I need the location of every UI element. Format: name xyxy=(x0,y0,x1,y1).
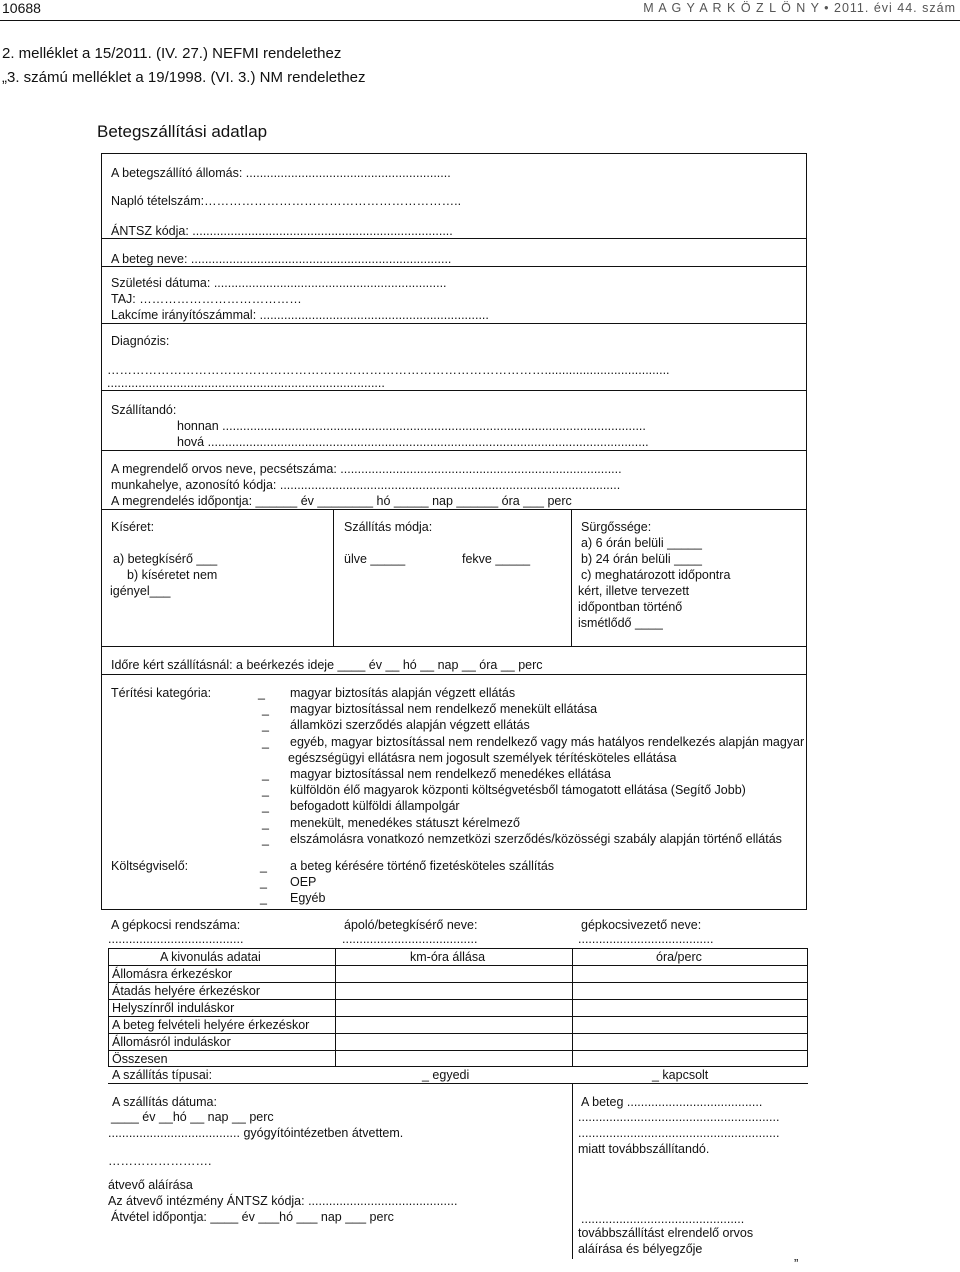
table-row-label: Állomásról induláskor xyxy=(112,1035,231,1049)
table-row-divider xyxy=(108,1016,808,1017)
receiver-antsz-field[interactable]: Az átvevő intézmény ÁNTSZ kódja: ........................................... xyxy=(108,1194,458,1208)
workplace-field[interactable]: munkahelye, azonosító kódja: .................................................................................................. xyxy=(111,478,621,492)
column-divider xyxy=(572,1083,573,1259)
annex-line-1: 2. melléklet a 15/2011. (IV. 27.) NEFMI rendelethez xyxy=(2,45,342,62)
transport-date-label: A szállítás dátuma: xyxy=(112,1095,217,1109)
escort-option-b[interactable]: b) kíséretet nem xyxy=(127,568,218,582)
forward-patient-field[interactable]: A beteg ....................................... xyxy=(581,1095,763,1109)
nurse-name-label: ápoló/betegkísérő neve: xyxy=(344,918,478,932)
signature-dots[interactable]: ……………………. xyxy=(108,1154,212,1168)
transport-type-linked[interactable]: _ kapcsolt xyxy=(652,1068,709,1082)
to-field[interactable]: hová ............................................................................................................................... xyxy=(177,435,649,449)
divider xyxy=(101,674,807,675)
transport-label: Szállítandó: xyxy=(111,403,177,417)
transport-type-single[interactable]: _ egyedi xyxy=(422,1068,470,1082)
column-divider xyxy=(333,509,334,646)
fee-category-item: egészségügyi ellátásra nem jogosult személyek térítésköteles ellátása xyxy=(288,751,677,765)
table-row-label: Átadás helyére érkezéskor xyxy=(112,984,260,998)
form-title: Betegszállítási adatlap xyxy=(97,122,268,141)
table-row-label: Összesen xyxy=(112,1052,168,1066)
fee-category-label: Térítési kategória: xyxy=(111,686,212,700)
taj-field[interactable]: TAJ: ………………………………… xyxy=(111,292,302,306)
fee-category-item: magyar biztosítással nem rendelkező menekült ellátása xyxy=(290,702,598,716)
escort-option-b-cont[interactable]: igényel___ xyxy=(110,584,171,598)
table-row-divider xyxy=(108,1033,808,1034)
urgency-title: Sürgőssége: xyxy=(581,520,652,534)
received-at-field[interactable]: ...................................... gyógyítóintézetben átvettem. xyxy=(108,1126,404,1140)
table-row-divider xyxy=(108,965,808,966)
urgency-c-line4[interactable]: ismétlődő ____ xyxy=(578,616,663,630)
annex-line-2: „3. számú melléklet a 19/1998. (VI. 3.) NM rendelethez xyxy=(2,69,366,86)
ordering-doctor-label-1: továbbszállítást elrendelő orvos xyxy=(578,1226,754,1240)
divider xyxy=(101,266,807,267)
fee-category-checkbox[interactable]: _ xyxy=(262,767,269,781)
forward-reason-label: miatt továbbszállítandó. xyxy=(578,1142,710,1156)
patient-name-field[interactable]: A beteg neve: ........................................................................... xyxy=(111,252,452,266)
table-row-divider xyxy=(108,982,808,983)
fee-category-item: magyar biztosítás alapján végzett ellátás xyxy=(290,686,516,700)
urgency-c[interactable]: c) meghatározott időpontra xyxy=(581,568,731,582)
cost-bearer-item: OEP xyxy=(290,875,317,889)
order-time-field[interactable]: A megrendelés időpontja: ______ év ________ hó _____ nap ______ óra ___ perc xyxy=(111,494,572,508)
vehicle-plate-field[interactable]: ....................................... xyxy=(108,932,244,946)
doctor-signature-dots[interactable]: ............................................... xyxy=(581,1212,745,1226)
diagnosis-label: Diagnózis: xyxy=(111,334,170,348)
ordering-doctor-field[interactable]: A megrendelő orvos neve, pecsétszáma: ................................................................................. xyxy=(111,462,622,476)
nurse-name-field[interactable]: ....................................... xyxy=(342,932,478,946)
cost-bearer-checkbox[interactable]: _ xyxy=(260,891,267,905)
escort-option-a[interactable]: a) betegkísérő ___ xyxy=(113,552,218,566)
fee-category-item: befogadott külföldi állampolgár xyxy=(290,799,460,813)
fee-category-checkbox[interactable]: _ xyxy=(262,718,269,732)
fee-category-checkbox[interactable]: _ xyxy=(262,832,269,846)
vehicle-plate-label: A gépkocsi rendszáma: xyxy=(111,918,241,932)
driver-name-field[interactable]: ....................................... xyxy=(578,932,714,946)
table-row-divider xyxy=(108,999,808,1000)
receipt-time-field[interactable]: Átvétel időpontja: ____ év ___hó ___ nap ___ perc xyxy=(111,1210,394,1224)
table-row-label: Állomásra érkezéskor xyxy=(112,967,233,981)
divider xyxy=(101,646,807,647)
receiver-signature-label: átvevő aláírása xyxy=(108,1178,193,1192)
cost-bearer-item: Egyéb xyxy=(290,891,326,905)
transport-date-field[interactable]: ____ év __hó __ nap __ perc xyxy=(111,1110,274,1124)
urgency-b[interactable]: b) 24 órán belüli ____ xyxy=(581,552,702,566)
fee-category-checkbox[interactable]: _ xyxy=(262,702,269,716)
mode-sitting[interactable]: ülve _____ xyxy=(344,552,406,566)
divider xyxy=(101,238,807,239)
fee-category-checkbox[interactable]: _ xyxy=(258,686,265,700)
table-row-divider xyxy=(108,1050,808,1051)
fee-category-checkbox[interactable]: _ xyxy=(262,816,269,830)
from-field[interactable]: honnan .......................................................................................................................... xyxy=(177,419,646,433)
column-divider xyxy=(571,509,572,646)
driver-name-label: gépkocsivezető neve: xyxy=(581,918,702,932)
fee-category-item: elszámolásra vonatkozó nemzetközi szerződés/közösségi szabály alapján történő ellátás xyxy=(290,832,782,846)
cost-bearer-checkbox[interactable]: _ xyxy=(260,859,267,873)
log-number-field[interactable]: Napló tételszám:…………………………………………………….. xyxy=(111,194,462,208)
mode-lying[interactable]: fekve _____ xyxy=(462,552,531,566)
forward-dots-2[interactable]: .......................................................... xyxy=(578,1126,780,1140)
fee-category-item: külföldön élő magyarok központi költségvetésből támogatott ellátása (Segítő Jobb) xyxy=(290,783,746,797)
mode-title: Szállítás módja: xyxy=(344,520,433,534)
transport-type-label: A szállítás típusai: xyxy=(112,1068,213,1082)
cost-bearer-checkbox[interactable]: _ xyxy=(260,875,267,889)
antsz-code-field[interactable]: ÁNTSZ kódja: ........................................................................... xyxy=(111,224,453,238)
table-header-cell: óra/perc xyxy=(656,950,702,964)
diagnosis-line-2[interactable]: ................................................................................ xyxy=(107,376,385,390)
urgency-a[interactable]: a) 6 órán belüli _____ xyxy=(581,536,702,550)
divider xyxy=(101,509,807,510)
fee-category-checkbox[interactable]: _ xyxy=(262,783,269,797)
divider xyxy=(101,909,807,910)
page-number: 10688 xyxy=(2,0,41,16)
escort-title: Kíséret: xyxy=(111,520,155,534)
cost-bearer-item: a beteg kérésére történő fizetésköteles szállítás xyxy=(290,859,555,873)
diagnosis-line-1[interactable]: …………………………………………………………………………………………….................................... xyxy=(107,363,670,377)
table-header-cell: km-óra állása xyxy=(410,950,486,964)
fee-category-checkbox[interactable]: _ xyxy=(262,735,269,749)
divider xyxy=(101,450,807,451)
fee-category-item: egyéb, magyar biztosítással nem rendelkező vagy más hatályos rendelkezés alapján magyar xyxy=(290,735,805,749)
table-row-label: Helyszínről induláskor xyxy=(112,1001,235,1015)
station-field[interactable]: A betegszállító állomás: ........................................................... xyxy=(111,166,451,180)
address-field[interactable]: Lakcíme irányítószámmal: .................................................................. xyxy=(111,308,489,322)
closing-quote: ” xyxy=(794,1256,799,1271)
timed-arrival-field[interactable]: Időre kért szállításnál: a beérkezés ideje ____ év __ hó __ nap __ óra __ perc xyxy=(111,658,543,672)
fee-category-item: államközi szerződés alapján végzett ellátás xyxy=(290,718,530,732)
forward-dots-1[interactable]: .......................................................... xyxy=(578,1110,780,1124)
divider xyxy=(108,1083,808,1084)
ordering-doctor-label-2: aláírása és bélyegzője xyxy=(578,1242,703,1256)
urgency-c-line3: időpontban történő xyxy=(578,600,683,614)
header-rule xyxy=(0,20,960,21)
cost-bearer-label: Költségviselő: xyxy=(111,859,189,873)
journal-header: M A G Y A R K Ö Z L Ö N Y • 2011. évi 44. szám xyxy=(643,1,956,15)
divider xyxy=(101,323,807,324)
table-row-label: A beteg felvételi helyére érkezéskor xyxy=(112,1018,310,1032)
table-header-cell: A kivonulás adatai xyxy=(160,950,261,964)
fee-category-checkbox[interactable]: _ xyxy=(262,799,269,813)
fee-category-item: menekült, menedékes státuszt kérelmező xyxy=(290,816,520,830)
fee-category-item: magyar biztosítással nem rendelkező menedékes ellátása xyxy=(290,767,612,781)
urgency-c-line2: kért, illetve tervezett xyxy=(578,584,690,598)
birth-date-field[interactable]: Születési dátuma: ................................................................... xyxy=(111,276,447,290)
divider xyxy=(101,390,807,391)
